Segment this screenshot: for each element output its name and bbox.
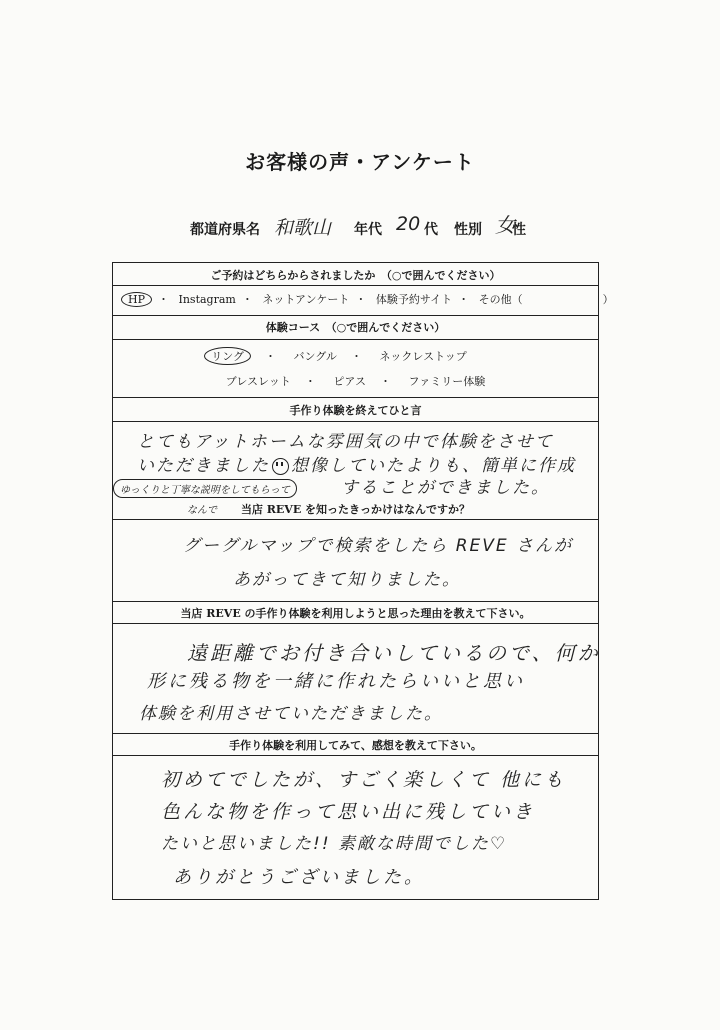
- divider: [113, 601, 598, 602]
- divider: [113, 519, 598, 520]
- divider: [113, 315, 598, 316]
- q5-heading: 当店 REVE の手作り体験を利用しようと思った理由を教えて下さい。: [180, 607, 531, 620]
- q1-options: HP ・ Instagram ・ ネットアンケート ・ 体験予約サイト ・ その他（ ）: [113, 291, 606, 307]
- q2-options-row1: リング ・ バングル ・ ネックレストップ: [113, 347, 598, 365]
- q6-answer-line1: 初めてでしたが、すごく楽しくて 他にも: [161, 769, 567, 791]
- q5-answer-line1: 遠距離でお付き合いしているので、何か: [187, 641, 601, 665]
- q2-options-row2: ブレスレット ・ ピアス ・ ファミリー体験: [225, 375, 486, 388]
- q2-option-family[interactable]: ファミリー体験: [408, 375, 486, 388]
- gender-label: 性別: [454, 222, 482, 238]
- q3-answer-line1: とてもアットホームな雰囲気の中で体験をさせて: [137, 432, 554, 452]
- divider: [113, 755, 598, 756]
- divider: [113, 623, 598, 624]
- gender-suffix: 性: [512, 222, 526, 238]
- q2-option-bracelet[interactable]: ブレスレット: [225, 375, 291, 388]
- q6-answer-line4: ありがとうございました。: [173, 867, 425, 888]
- q3-heading: 手作り体験を終えてひと言: [289, 404, 422, 417]
- q1-option-other-close: ）: [602, 293, 614, 306]
- prefecture-label: 都道府県名: [190, 222, 260, 238]
- q4-answer-line2: あがってきて知りました。: [233, 570, 461, 590]
- q3-answer-line3: することができました。: [341, 478, 550, 498]
- gender-value: 女: [495, 213, 515, 237]
- age-value: 20: [396, 213, 421, 235]
- q1-option-hp[interactable]: HP: [121, 292, 152, 307]
- q5-answer-line3: 体験を利用させていただきました。: [139, 704, 443, 724]
- smiley-icon: [272, 458, 289, 475]
- age-suffix: 代: [424, 222, 438, 238]
- q2-heading: 体験コース （○で囲んでください）: [265, 321, 446, 334]
- q3-answer-line2: いただきました 想像していたよりも、簡単に作成: [137, 456, 576, 476]
- q4-heading-prefix: なんで: [187, 505, 217, 516]
- q6-answer-line2: 色んな物を作って思い出に残していき: [161, 801, 536, 823]
- q2-option-bangle[interactable]: バングル: [293, 350, 337, 363]
- survey-form: [112, 262, 614, 900]
- page-title: お客様の声・アンケート: [245, 150, 475, 174]
- divider: [113, 285, 598, 286]
- divider: [113, 421, 598, 422]
- q1-option-net-survey[interactable]: ネットアンケート: [262, 293, 350, 306]
- q2-option-necklace-top[interactable]: ネックレストップ: [379, 350, 467, 363]
- q6-heading: 手作り体験を利用してみて、感想を教えて下さい。: [229, 739, 482, 752]
- q4-answer-line1: グーグルマップで検索をしたら REVE さんが: [183, 536, 574, 556]
- q4-heading: 当店 REVE を知ったきっかけはなんですか？: [240, 503, 471, 516]
- q6-answer-line3: たいと思いました!! 素敵な時間でした♡: [161, 834, 508, 854]
- q3-answer-note: ゆっくりと丁寧な説明をしてもらって: [113, 479, 297, 498]
- divider: [113, 339, 598, 340]
- divider: [113, 397, 598, 398]
- q1-option-instagram[interactable]: Instagram: [178, 293, 236, 306]
- divider: [113, 733, 598, 734]
- prefecture-value: 和歌山: [274, 217, 332, 239]
- q2-option-ring[interactable]: リング: [204, 347, 251, 365]
- q2-option-pierce[interactable]: ピアス: [333, 375, 366, 388]
- q1-option-other[interactable]: その他（: [478, 293, 523, 306]
- q5-answer-line2: 形に残る物を一緒に作れたらいいと思い: [147, 671, 525, 692]
- age-label: 年代: [354, 222, 382, 238]
- q1-heading: ご予約はどちらからされましたか （○で囲んでください）: [210, 269, 501, 282]
- q1-option-booking-site[interactable]: 体験予約サイト: [375, 293, 453, 306]
